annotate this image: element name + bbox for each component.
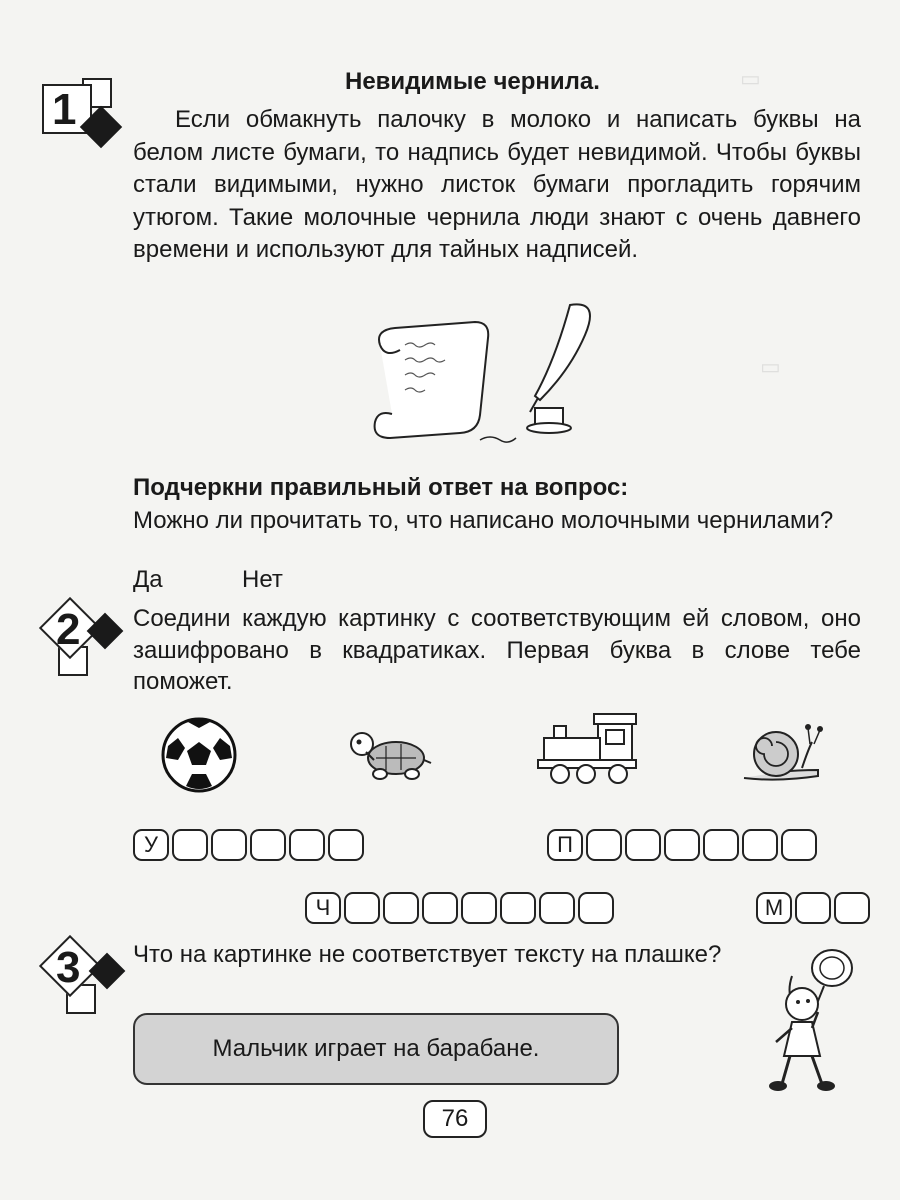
task-1-paragraph (133, 104, 861, 267)
scroll-and-quill-illustration (360, 300, 610, 450)
plaque-text: Мальчик играет на барабане. (212, 1035, 540, 1062)
page-number: 76 (423, 1100, 487, 1138)
letter-box-empty[interactable] (250, 829, 286, 861)
letter-box-empty[interactable] (781, 829, 817, 861)
letter-box-empty[interactable] (795, 892, 831, 924)
word-boxes-u (133, 829, 364, 861)
task-1-question-text: Можно ли прочитать то, что написано молочными чернилами? (133, 507, 834, 534)
letter-box-empty[interactable] (586, 829, 622, 861)
snail-picture[interactable] (738, 722, 828, 784)
task-2-number: 2 (56, 605, 81, 654)
task-3-badge (40, 938, 120, 1018)
task-1-title: Невидимые чернила. (345, 68, 600, 95)
letter-box-first: П (547, 829, 583, 861)
task-1-question-title: Подчеркни правильный ответ на вопрос: (133, 474, 629, 501)
letter-box-empty[interactable] (664, 829, 700, 861)
letter-box-first: У (133, 829, 169, 861)
task-2-text: Соедини каждую картинку с соответствующим ей словом, оно зашифровано в квадратиках. Первая буква в слове тебе поможет. (133, 605, 861, 695)
word-boxes-p (547, 829, 817, 861)
letter-box-empty[interactable] (344, 892, 380, 924)
letter-box-first: Ч (305, 892, 341, 924)
word-boxes-ch (305, 892, 614, 924)
soccer-ball-picture[interactable] (160, 716, 238, 794)
task-3-text: Что на картинке не соответствует тексту на плашке? (133, 941, 722, 968)
letter-box-empty[interactable] (500, 892, 536, 924)
letter-box-empty[interactable] (461, 892, 497, 924)
bleed-through-decor: ▭ (740, 66, 761, 91)
letter-box-empty[interactable] (328, 829, 364, 861)
task-1-number: 1 (52, 85, 77, 134)
letter-box-empty[interactable] (834, 892, 870, 924)
toy-train-picture[interactable] (536, 710, 644, 788)
letter-box-empty[interactable] (742, 829, 778, 861)
caption-plaque (133, 1013, 619, 1085)
task-1-badge (42, 70, 122, 150)
turtle-picture[interactable] (346, 722, 432, 784)
letter-box-empty[interactable] (578, 892, 614, 924)
letter-box-empty[interactable] (211, 829, 247, 861)
boy-playing-tuba-illustration[interactable] (762, 946, 862, 1096)
letter-box-empty[interactable] (289, 829, 325, 861)
letter-box-empty[interactable] (422, 892, 458, 924)
answer-option-yes[interactable]: Да (133, 566, 163, 593)
letter-box-empty[interactable] (625, 829, 661, 861)
letter-box-empty[interactable] (703, 829, 739, 861)
letter-box-first: М (756, 892, 792, 924)
letter-box-empty[interactable] (539, 892, 575, 924)
task-2-badge (40, 600, 120, 680)
task-3-number: 3 (56, 943, 81, 992)
letter-box-empty[interactable] (172, 829, 208, 861)
answer-option-no[interactable]: Нет (242, 566, 283, 593)
task-1-paragraph-text: Если обмакнуть палочку в молоко и написать буквы на белом листе бумаги, то надпись будет невидимой. Чтобы буквы стали видимыми, нужно листок бумаги прогладить горячим утюгом. Такие молочные чернила люди знают с очень давнего времени и используют для тайных надписей. (133, 106, 861, 263)
word-boxes-m (756, 892, 870, 924)
letter-box-empty[interactable] (383, 892, 419, 924)
bleed-through-decor: ▭ (760, 354, 781, 379)
